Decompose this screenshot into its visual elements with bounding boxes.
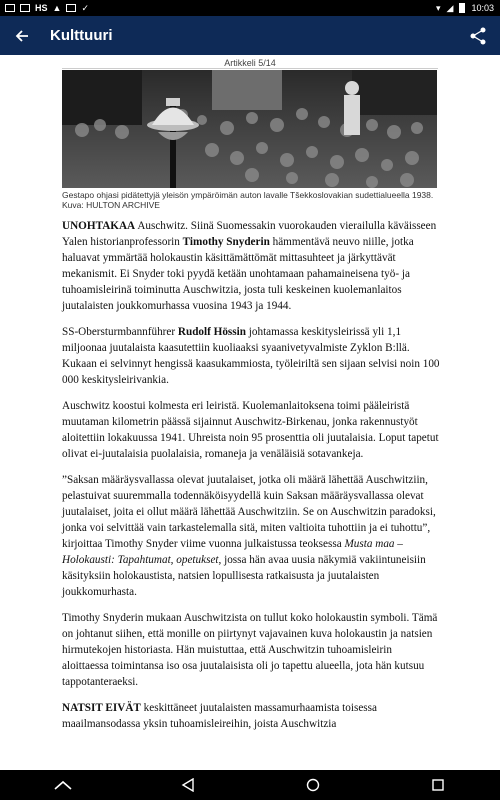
- paragraph-text: johtamassa keskitysleirissä yli 1,1 miljoonaa juutalaista kaasutettiin kuoliaaksi syaanivetyvalmiste Zyklon B:llä. Kukaan ei selvinnyt hengissä kaasukammiosta, työleiriltä sen sijaan selvisi noin 100 000 keskitysleirivankia.: [62, 326, 440, 386]
- paragraph-text: keskittäneet juutalaisten massamurhaamista toisessa maailmansodassa yksin tuhoamisleireihin, joista Auschwitzia: [62, 702, 377, 730]
- person-name: Rudolf Hössin: [177, 326, 246, 338]
- divider: [62, 68, 438, 69]
- lead-word: NATSIT EIVÄT: [62, 702, 141, 714]
- paragraph-3: Auschwitz koostui kolmesta eri leiristä. Kuolemanlaitoksena toimi pääleiristä muutaman kilometrin päässä sijainnut Auschwitz-Birkenau, jonka rakennustyöt aloitettiin lokakuussa 1941. Uhreista noin 95 prosenttia oli juutalaisia. Loput tapetut olivat ei-juutalaisia puolalaisia, romaneja ja venäläisiä sotavankeja.: [62, 400, 439, 460]
- nav-back-button[interactable]: [158, 770, 218, 800]
- paragraph-5: Timothy Snyderin mukaan Auschwitzista on tullut koko holokaustin symboli. Tämä on johtanut siihen, että monille on piirtynyt vajavainen kuva holokaustin ja natsien hirmutekojen historiasta. Hän muistuttaa, että Auschwitzin tuhoamisleirin aloittaessa toimintansa iso osa juutalaisista oli jo tapettu alueella, jota hän kutsuu tappotanteraeksi.: [62, 612, 438, 688]
- article-photo[interactable]: [62, 70, 437, 188]
- square-recents-icon: [432, 779, 444, 791]
- paragraph-4: [62, 472, 440, 600]
- mail-icon: [66, 4, 76, 12]
- check-icon: ✓: [81, 2, 89, 13]
- book-title: Musta maa – Holokausti: Tapahtumat, opetukset: [62, 538, 403, 566]
- system-nav-bar: [0, 770, 500, 800]
- app-bar: [0, 16, 500, 55]
- notification-icon: [5, 4, 15, 12]
- paragraph-2: [62, 324, 440, 388]
- keyboard-hide-button[interactable]: [33, 770, 93, 800]
- paragraph-text: , jossa hän avaa uusia näkymiä vakiintuneisiin käsityksiin holokaustista, natsien lopullisesta ratkaisusta ja juutalaisten joukkomurhasta.: [62, 554, 426, 598]
- article-counter: Artikkeli 5/14: [224, 58, 276, 68]
- share-button[interactable]: [456, 16, 500, 55]
- arrow-left-icon: [15, 29, 29, 43]
- circle-home-icon: [306, 778, 320, 792]
- section-title: Kulttuuri: [50, 27, 113, 44]
- paragraph-text: ”Saksan määräysvallassa olevat juutalaiset, jotka oli määrä lähettää Auschwitziin, pelastuivat suuremmalla todennäköisyydellä kuin Saksan määräysvallassa olevat juutalaiset, joita ei ollut määrä lähettää Auschwitziin. Se on Auschwitzin paradoksi, jonka voi selvittää vain tarkastelemalla sitä, miten valtioita tuhottiin ja ei tuhottu”, kirjoittaa Timothy Snyder viime vuonna julkaistussa teoksessa: [62, 474, 436, 550]
- status-left-icons: [0, 3, 89, 14]
- chevron-up-icon: [53, 779, 73, 791]
- share-icon: [470, 27, 486, 45]
- hs-app-label: HS: [35, 3, 48, 13]
- status-right-icons: [436, 3, 500, 14]
- person-name: Timothy Snyderin: [182, 236, 270, 248]
- photo-caption: Gestapo ohjasi pidätettyjä yleisön ympäröimän auton lavalle Tšekkoslovakian sudettialueella 1938. Kuva: HULTON ARCHIVE: [62, 190, 434, 210]
- lead-word: UNOHTAKAA: [62, 220, 136, 232]
- nav-home-button[interactable]: [283, 770, 343, 800]
- back-button[interactable]: [0, 16, 44, 55]
- paragraph-text: SS-Obersturmbannführer: [62, 326, 178, 338]
- paragraph-1: [62, 218, 440, 314]
- battery-icon: [459, 3, 465, 13]
- paragraph-text: hämmentävä neuvo niille, jotka haluavat ymmärtää holokaustin käsittämättömät mittasuhteet ja järkyttävät mekanismit. Ei Snyder toki pyydä ketään unohtamaan pahamaineisena työ- ja tuhoamisleirinä toiminutta Auschwitzia, josta tuli keskeinen kuolemanlaitos juutalaisten joukkomurhassa vuosina 1943 ja 1944.: [62, 236, 414, 312]
- paragraph-6: [62, 700, 440, 732]
- status-bar: [0, 0, 500, 16]
- gallery-icon: [20, 4, 30, 12]
- signal-icon: ◢: [446, 2, 454, 13]
- triangle-back-icon: [181, 778, 195, 792]
- article-body: [62, 218, 440, 742]
- upload-icon: ▲: [52, 3, 62, 13]
- wifi-icon: ▾: [436, 2, 441, 13]
- nav-recents-button[interactable]: [408, 770, 468, 800]
- clock-time: 10:03: [471, 3, 494, 13]
- paragraph-text: Auschwitz. Siinä Suomessakin vuorokauden vierailulla käväisseen Yalen historianprofessorin: [62, 220, 437, 248]
- crowd-photo-illustration: [62, 70, 437, 188]
